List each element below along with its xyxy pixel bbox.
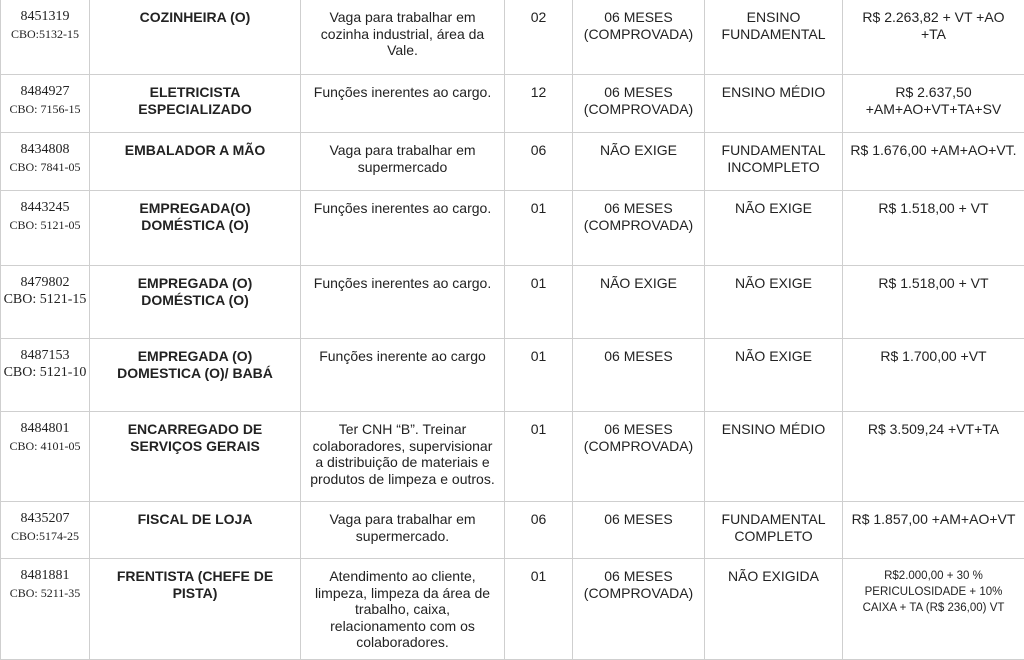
table-row <box>1 502 1024 559</box>
table-row <box>1 133 1024 191</box>
job-code-cell <box>1 133 90 191</box>
experience-requirement: 06 MESES (COMPROVADA) <box>573 191 705 266</box>
salary: R$ 1.676,00 +AM+AO+VT. <box>843 133 1024 191</box>
table-row <box>1 0 1024 75</box>
experience-requirement: 06 MESES <box>573 502 705 559</box>
salary: R$ 1.700,00 +VT <box>843 339 1024 412</box>
experience-requirement: 06 MESES (COMPROVADA) <box>573 0 705 75</box>
vacancies-count: 12 <box>505 75 573 133</box>
vacancies-count: 01 <box>505 412 573 502</box>
cbo-code: CBO:5132-15 <box>3 26 87 43</box>
salary: R$ 3.509,24 +VT+TA <box>843 412 1024 502</box>
education-requirement: NÃO EXIGIDA <box>705 559 843 660</box>
job-title: EMPREGADA (O) DOMESTICA (O)/ BABÁ <box>90 339 301 412</box>
salary: R$ 1.518,00 + VT <box>843 191 1024 266</box>
job-description: Ter CNH “B”. Treinar colaboradores, supervisionar a distribuição de materiais e produtos de limpeza e outros. <box>301 412 505 502</box>
cbo-code: CBO: 4101-05 <box>3 438 87 455</box>
vacancies-count: 01 <box>505 339 573 412</box>
job-code: 8434808 <box>3 142 87 159</box>
education-requirement: NÃO EXIGE <box>705 266 843 339</box>
job-code: 8479802 <box>3 275 87 292</box>
job-title: ELETRICISTA ESPECIALIZADO <box>90 75 301 133</box>
job-description: Funções inerentes ao cargo. <box>301 75 505 133</box>
education-requirement: FUNDAMENTAL INCOMPLETO <box>705 133 843 191</box>
job-title: FRENTISTA (CHEFE DE PISTA) <box>90 559 301 660</box>
education-requirement: ENSINO MÉDIO <box>705 75 843 133</box>
job-title: EMPREGADA (O) DOMÉSTICA (O) <box>90 266 301 339</box>
salary: R$ 1.857,00 +AM+AO+VT <box>843 502 1024 559</box>
job-code: 8451319 <box>3 9 87 26</box>
cbo-code: CBO: 5211-35 <box>3 585 87 602</box>
cbo-code: CBO: 7841-05 <box>3 159 87 176</box>
job-description: Funções inerentes ao cargo. <box>301 191 505 266</box>
job-code: 8443245 <box>3 200 87 217</box>
table-row <box>1 75 1024 133</box>
salary: R$2.000,00 + 30 % PERICULOSIDADE + 10% CAIXA + TA (R$ 236,00) VT <box>843 559 1024 660</box>
experience-requirement: 06 MESES (COMPROVADA) <box>573 412 705 502</box>
cbo-code: CBO: 5121-10 <box>3 365 87 382</box>
job-description: Funções inerentes ao cargo. <box>301 266 505 339</box>
job-title: ENCARREGADO DE SERVIÇOS GERAIS <box>90 412 301 502</box>
job-code-cell <box>1 412 90 502</box>
job-code-cell <box>1 266 90 339</box>
cbo-code: CBO: 7156-15 <box>3 101 87 118</box>
vacancies-count: 01 <box>505 266 573 339</box>
job-title: FISCAL DE LOJA <box>90 502 301 559</box>
table-row <box>1 412 1024 502</box>
education-requirement: ENSINO MÉDIO <box>705 412 843 502</box>
vacancies-count: 02 <box>505 0 573 75</box>
job-title: EMBALADOR A MÃO <box>90 133 301 191</box>
vacancies-count: 06 <box>505 502 573 559</box>
job-title: COZINHEIRA (O) <box>90 0 301 75</box>
cbo-code: CBO:5174-25 <box>3 528 87 545</box>
job-code-cell <box>1 339 90 412</box>
salary: R$ 2.263,82 + VT +AO +TA <box>843 0 1024 75</box>
job-code-cell <box>1 559 90 660</box>
job-description: Vaga para trabalhar em supermercado. <box>301 502 505 559</box>
job-code-cell <box>1 0 90 75</box>
experience-requirement: NÃO EXIGE <box>573 133 705 191</box>
job-code: 8484801 <box>3 421 87 438</box>
education-requirement: NÃO EXIGE <box>705 191 843 266</box>
job-description: Funções inerente ao cargo <box>301 339 505 412</box>
table-row <box>1 559 1024 660</box>
job-code: 8481881 <box>3 568 87 585</box>
vacancies-count: 06 <box>505 133 573 191</box>
education-requirement: ENSINO FUNDAMENTAL <box>705 0 843 75</box>
job-description: Vaga para trabalhar em cozinha industrial, área da Vale. <box>301 0 505 75</box>
cbo-code: CBO: 5121-15 <box>3 292 87 309</box>
vacancies-count: 01 <box>505 559 573 660</box>
experience-requirement: 06 MESES (COMPROVADA) <box>573 559 705 660</box>
job-code-cell <box>1 502 90 559</box>
salary: R$ 2.637,50 +AM+AO+VT+TA+SV <box>843 75 1024 133</box>
job-code: 8435207 <box>3 511 87 528</box>
job-code: 8487153 <box>3 348 87 365</box>
job-description: Vaga para trabalhar em supermercado <box>301 133 505 191</box>
experience-requirement: 06 MESES (COMPROVADA) <box>573 75 705 133</box>
table-row <box>1 339 1024 412</box>
job-code: 8484927 <box>3 84 87 101</box>
job-title: EMPREGADA(O) DOMÉSTICA (O) <box>90 191 301 266</box>
cbo-code: CBO: 5121-05 <box>3 217 87 234</box>
education-requirement: FUNDAMENTAL COMPLETO <box>705 502 843 559</box>
education-requirement: NÃO EXIGE <box>705 339 843 412</box>
table-row <box>1 266 1024 339</box>
vacancies-count: 01 <box>505 191 573 266</box>
experience-requirement: NÃO EXIGE <box>573 266 705 339</box>
salary: R$ 1.518,00 + VT <box>843 266 1024 339</box>
table-row <box>1 191 1024 266</box>
job-code-cell <box>1 75 90 133</box>
experience-requirement: 06 MESES <box>573 339 705 412</box>
job-description: Atendimento ao cliente, limpeza, limpeza da área de trabalho, caixa, relacionamento com os colaboradores. <box>301 559 505 660</box>
job-code-cell <box>1 191 90 266</box>
